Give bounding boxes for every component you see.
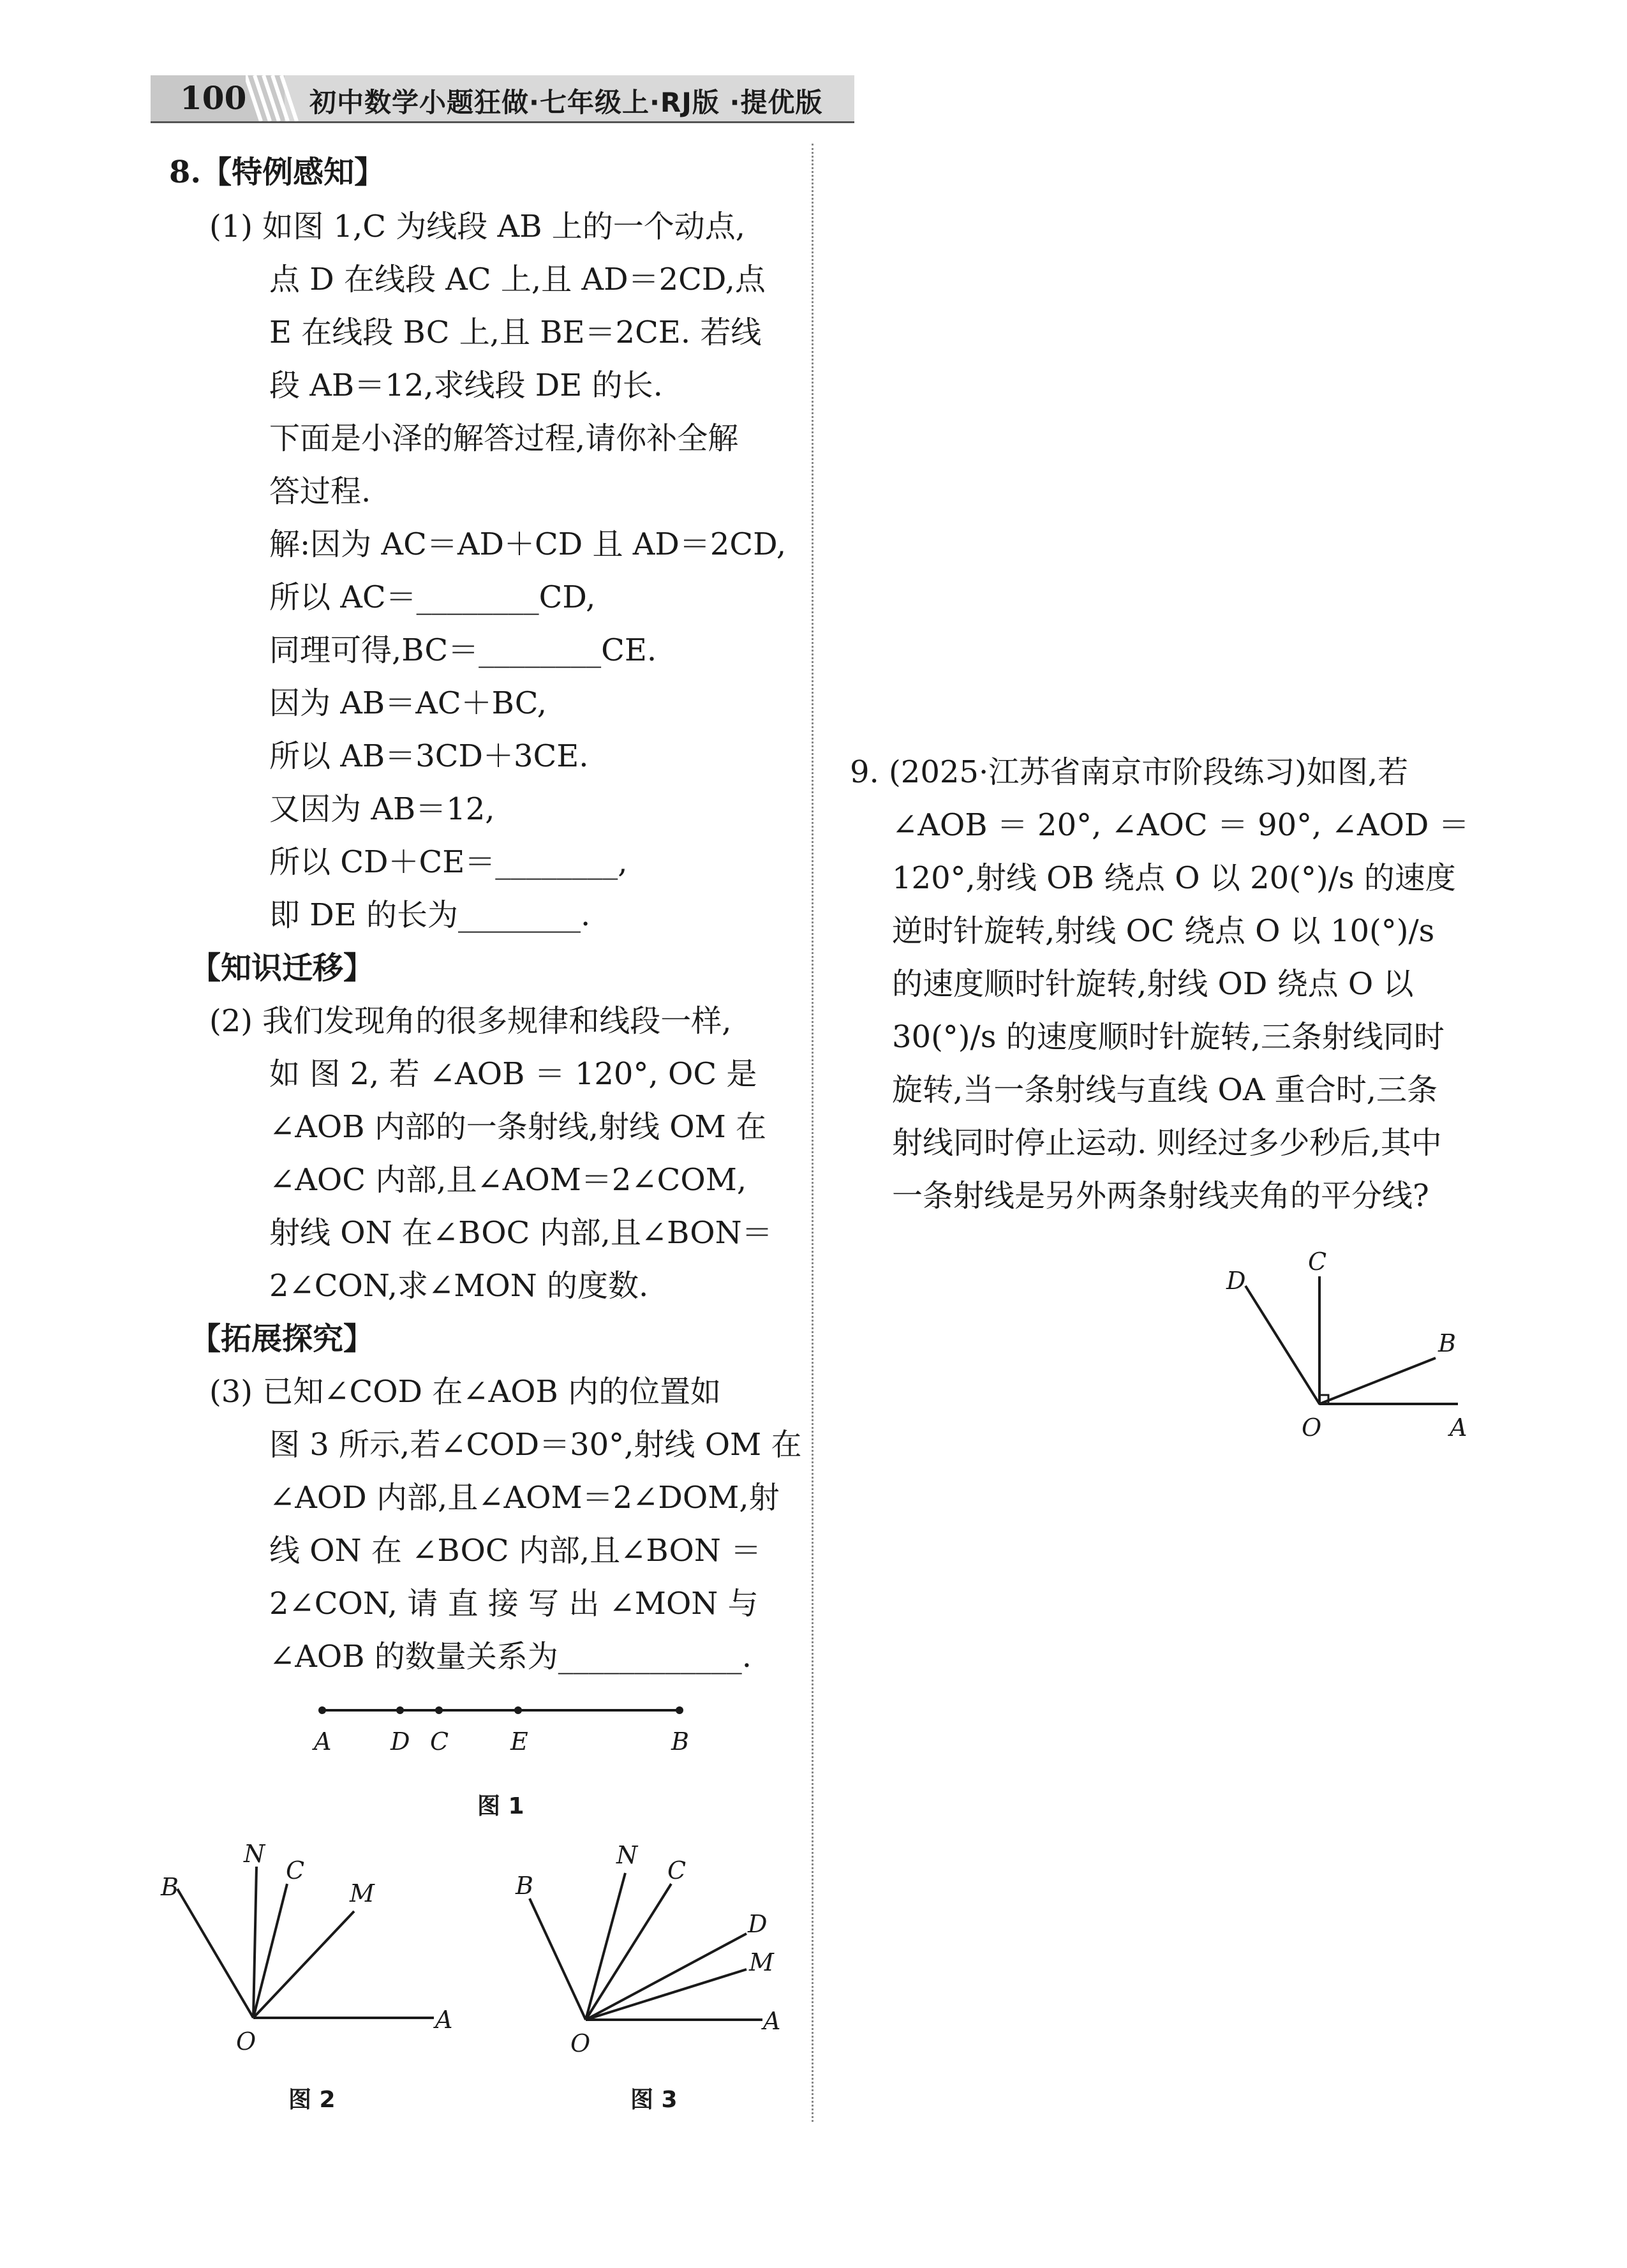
header-rule bbox=[151, 121, 854, 123]
fig1-label: D bbox=[390, 1727, 410, 1756]
fig2-ray-ON bbox=[253, 1867, 256, 2018]
fig3-label: M bbox=[749, 1948, 774, 1976]
fig9-ray-OD bbox=[1245, 1286, 1319, 1404]
fig3-label: C bbox=[667, 1856, 687, 1884]
fig9-label: D bbox=[1226, 1267, 1246, 1295]
q8-section-heading: 【拓展探究】 bbox=[190, 1321, 375, 1357]
q9-line: 旋转,当一条射线与直线 OA 重合时,三条 bbox=[892, 1072, 1438, 1108]
fig3-ray-OB bbox=[530, 1899, 586, 2020]
fig9-label: B bbox=[1438, 1329, 1456, 1357]
fig1-label: E bbox=[510, 1727, 528, 1756]
q8-line: 段 AB＝12,求线段 DE 的长. bbox=[269, 368, 663, 403]
q8-line: ∠AOB 的数量关系为____________. bbox=[269, 1639, 752, 1675]
q9-line: 射线同时停止运动. 则经过多少秒后,其中 bbox=[892, 1125, 1442, 1161]
q8-line: 又因为 AB＝12, bbox=[269, 791, 495, 827]
figure-1 bbox=[300, 1691, 695, 1768]
fig2-ray-OC bbox=[253, 1884, 287, 2018]
q8-section-heading: 【知识迁移】 bbox=[190, 950, 375, 986]
column-divider bbox=[812, 144, 814, 2122]
figure-3 bbox=[504, 1825, 804, 2061]
q8-line: 2∠CON, 请 直 接 写 出 ∠MON 与 bbox=[269, 1586, 759, 1622]
fig1-caption: 图 1 bbox=[477, 1793, 524, 1819]
q8-line: 因为 AB＝AC＋BC, bbox=[269, 685, 547, 721]
q8-line: 答过程. bbox=[269, 474, 371, 509]
figure-q9 bbox=[1219, 1238, 1487, 1449]
q8-line: 2∠CON,求∠MON 的度数. bbox=[269, 1268, 649, 1304]
page-number: 100 bbox=[180, 79, 247, 117]
fig1-point-C bbox=[435, 1706, 443, 1714]
fig2-label: A bbox=[435, 2006, 453, 2034]
q8-heading: 8.【特例感知】 bbox=[169, 154, 385, 190]
book-title: 初中数学小题狂做·七年级上·RJ版 ·提优版 bbox=[309, 87, 823, 118]
fig2-caption: 图 2 bbox=[288, 2087, 336, 2113]
q8-line: 所以 AC＝________CD, bbox=[269, 579, 596, 615]
q8-line: (2) 我们发现角的很多规律和线段一样, bbox=[209, 1003, 732, 1039]
q9-line: 9. (2025·江苏省南京市阶段练习)如图,若 bbox=[850, 754, 1409, 790]
q9-line: ∠AOB ＝ 20°, ∠AOC ＝ 90°, ∠AOD ＝ bbox=[892, 807, 1469, 843]
q8-line: ∠AOC 内部,且∠AOM＝2∠COM, bbox=[269, 1162, 747, 1198]
fig9-ray-OB bbox=[1319, 1358, 1436, 1404]
fig3-label: B bbox=[516, 1872, 533, 1900]
figure-2 bbox=[147, 1825, 479, 2061]
q9-line: 逆时针旋转,射线 OC 绕点 O 以 10(°)/s bbox=[892, 913, 1435, 949]
fig1-point-A bbox=[318, 1706, 326, 1714]
fig1-label: A bbox=[314, 1727, 332, 1756]
header-stripes bbox=[246, 75, 303, 121]
q9-line: 30(°)/s 的速度顺时针旋转,三条射线同时 bbox=[892, 1019, 1445, 1055]
fig1-label: B bbox=[671, 1727, 689, 1756]
q8-line: 下面是小泽的解答过程,请你补全解 bbox=[269, 421, 739, 456]
fig9-label: C bbox=[1308, 1248, 1327, 1276]
q8-line: ∠AOD 内部,且∠AOM＝2∠DOM,射 bbox=[269, 1480, 780, 1516]
fig2-label: N bbox=[244, 1840, 265, 1868]
fig1-point-D bbox=[396, 1706, 404, 1714]
fig1-label: C bbox=[430, 1727, 449, 1756]
q9-line: 的速度顺时针旋转,射线 OD 绕点 O 以 bbox=[892, 966, 1414, 1002]
q9-line: 120°,射线 OB 绕点 O 以 20(°)/s 的速度 bbox=[892, 860, 1456, 896]
fig3-label: A bbox=[763, 2007, 781, 2035]
q8-line: 线 ON 在 ∠BOC 内部,且∠BON ＝ bbox=[269, 1533, 762, 1569]
fig3-ray-ON bbox=[586, 1873, 625, 2020]
q8-line: 如 图 2, 若 ∠AOB ＝ 120°, OC 是 bbox=[269, 1056, 757, 1092]
q8-line: 点 D 在线段 AC 上,且 AD＝2CD,点 bbox=[269, 262, 766, 297]
q8-line: 同理可得,BC＝________CE. bbox=[269, 632, 657, 668]
fig3-label: O bbox=[570, 2029, 591, 2057]
fig2-label: O bbox=[236, 2027, 256, 2055]
fig2-ray-OM bbox=[253, 1911, 354, 2018]
fig2-label: C bbox=[286, 1856, 305, 1884]
q8-line: E 在线段 BC 上,且 BE＝2CE. 若线 bbox=[269, 315, 762, 350]
q8-line: 所以 AB＝3CD＋3CE. bbox=[269, 738, 589, 774]
fig2-label: M bbox=[350, 1879, 375, 1907]
q8-line: (3) 已知∠COD 在∠AOB 内的位置如 bbox=[209, 1374, 722, 1410]
q8-line: 图 3 所示,若∠COD＝30°,射线 OM 在 bbox=[269, 1427, 802, 1463]
fig2-ray-OB bbox=[177, 1889, 253, 2018]
fig9-label: O bbox=[1302, 1414, 1322, 1442]
fig3-label: N bbox=[616, 1841, 638, 1869]
q9-line: 一条射线是另外两条射线夹角的平分线? bbox=[892, 1178, 1429, 1214]
fig3-label: D bbox=[748, 1910, 768, 1938]
fig1-point-E bbox=[514, 1706, 522, 1714]
fig1-point-B bbox=[676, 1706, 683, 1714]
q8-line: 即 DE 的长为________. bbox=[269, 897, 591, 933]
fig3-caption: 图 3 bbox=[630, 2087, 678, 2113]
q8-line: ∠AOB 内部的一条射线,射线 OM 在 bbox=[269, 1109, 767, 1145]
fig3-ray-OC bbox=[586, 1884, 671, 2020]
fig2-label: B bbox=[161, 1873, 179, 1901]
q8-line: (1) 如图 1,C 为线段 AB 上的一个动点, bbox=[209, 209, 746, 244]
q8-line: 射线 ON 在∠BOC 内部,且∠BON＝ bbox=[269, 1215, 773, 1251]
q8-line: 所以 CD＋CE＝________, bbox=[269, 844, 628, 880]
fig9-label: A bbox=[1450, 1414, 1467, 1442]
q8-line: 解:因为 AC＝AD＋CD 且 AD＝2CD, bbox=[269, 526, 787, 562]
